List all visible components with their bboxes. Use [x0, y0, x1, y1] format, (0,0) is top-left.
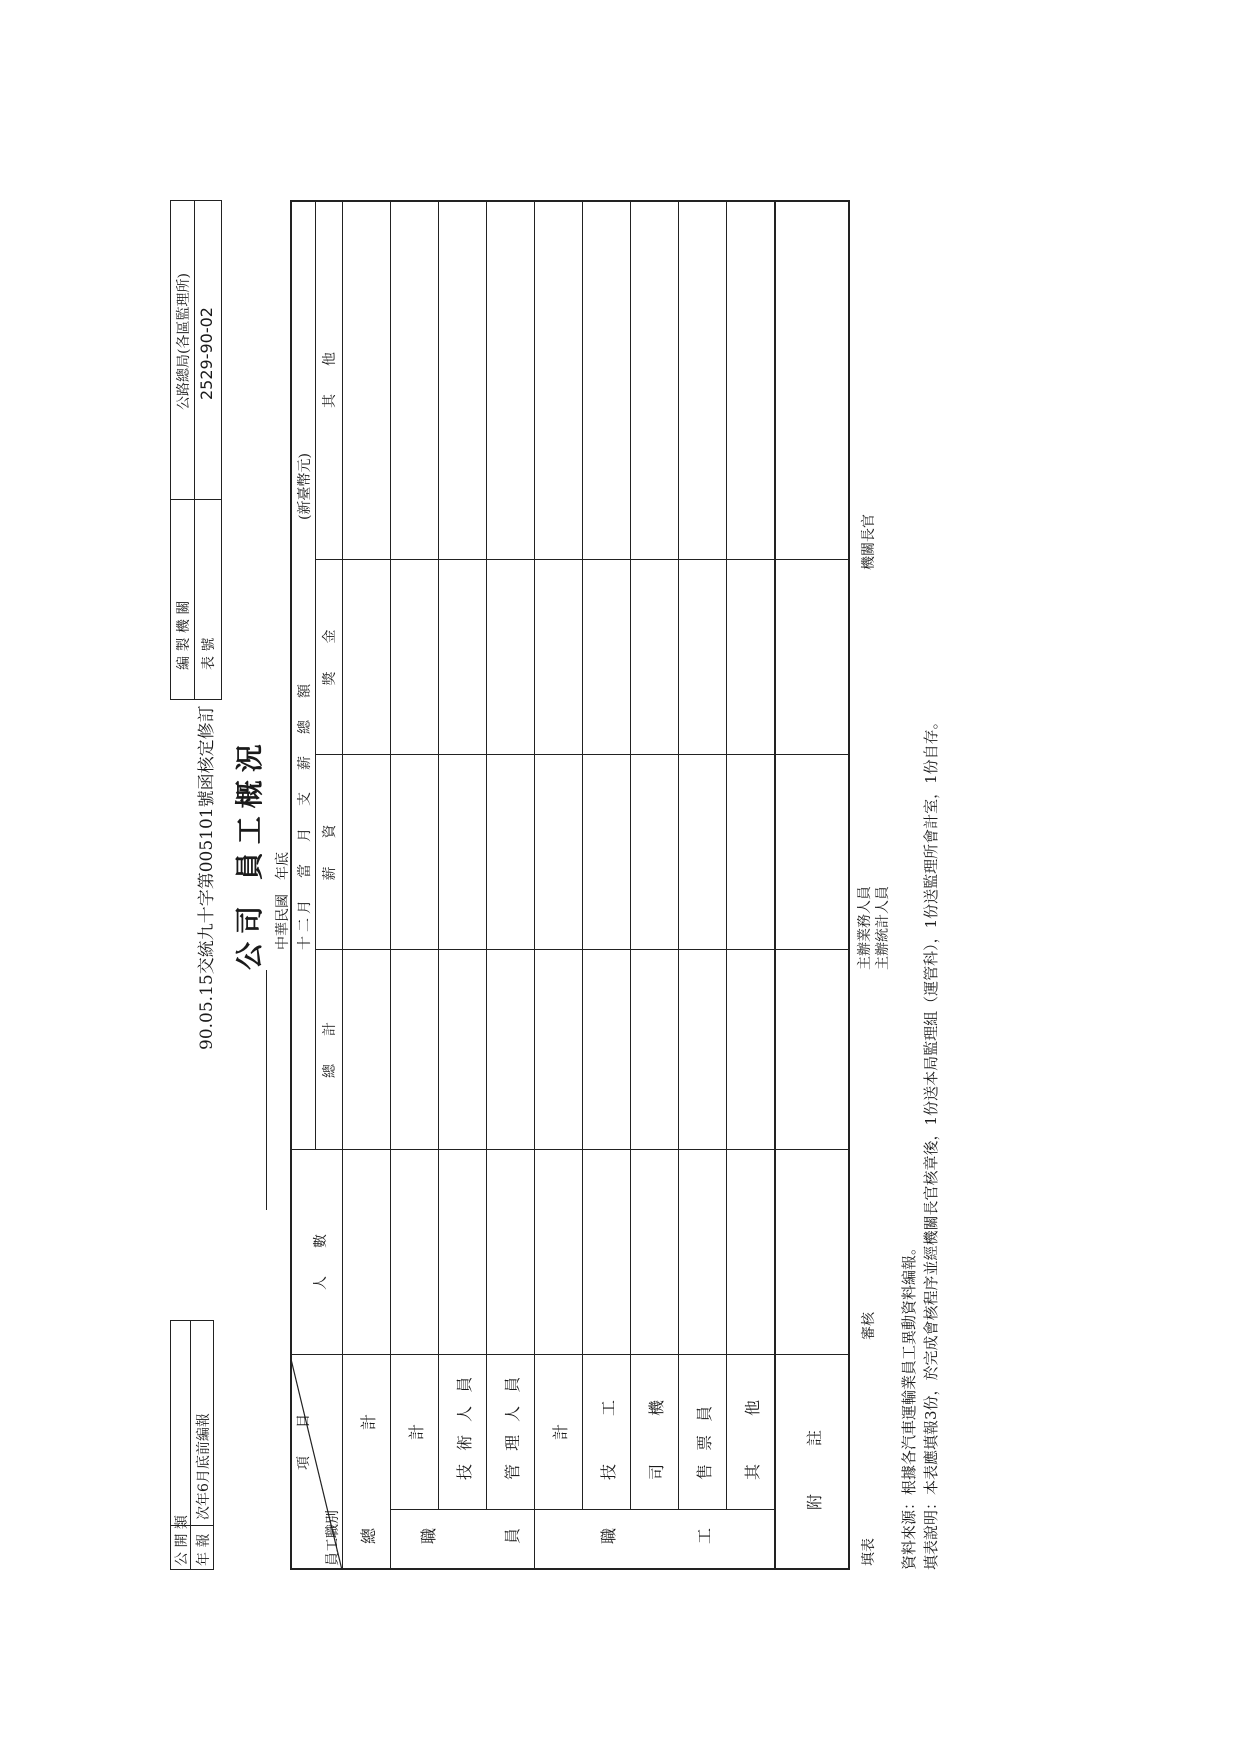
- corner-category: 員工職別: [325, 1510, 341, 1566]
- filler-label: 填表: [861, 1538, 877, 1566]
- source-note: 資料來源：根據各汽車運輸業員工異動資料編報。: [900, 1239, 918, 1570]
- headcount-header: 人 數: [313, 1234, 329, 1290]
- agency-label: 編 製 機 關: [176, 600, 192, 670]
- row-tech-staff: 技 術 人 員: [455, 1372, 474, 1480]
- deadline: 次年6月底前編報: [196, 1413, 212, 1520]
- instructions-note: 填表說明：本表應填報3份，於完成會核程序並經機關長官核章後，1份送本局監理組（運管科），1份送監理所會計室，1份自存。: [922, 714, 940, 1570]
- salary-group-header: 十二月 當 月 支 薪 總 額: [297, 680, 313, 950]
- form-no-label: 表 號: [201, 637, 217, 670]
- row-staff-total: 計: [407, 1423, 426, 1440]
- remarks-label: 附 註: [805, 1429, 824, 1510]
- salary-col-other: 其 他: [321, 352, 338, 408]
- year-label: 年 報: [196, 1533, 212, 1566]
- staff-table: [290, 200, 850, 1570]
- form-sheet: [170, 200, 950, 1570]
- salary-col-total: 總 計: [321, 1022, 338, 1078]
- row-driver: 司 機: [647, 1399, 666, 1480]
- form-no-value: 2529-90-02: [197, 307, 216, 400]
- row-staff-group: 職: [419, 1527, 438, 1544]
- period: 中華民國 年底: [275, 852, 291, 950]
- head-label: 機關長官: [861, 514, 877, 570]
- row-worker-total: 計: [551, 1423, 570, 1440]
- business-staff-label: 主辦業務人員: [857, 886, 873, 970]
- row-total-group: 總: [359, 1527, 378, 1544]
- reviewer-label: 審核: [861, 1312, 877, 1340]
- row-mgmt-staff: 管 理 人 員: [503, 1372, 522, 1480]
- row-total-item: 計: [359, 1413, 378, 1430]
- row-worker-group: 工: [695, 1527, 714, 1544]
- form-title: 公司 員工概況: [233, 736, 266, 970]
- corner-item: 項 目: [296, 1414, 312, 1470]
- row-worker-group-mid: 職: [599, 1527, 618, 1544]
- public-category-label: 公 開 類: [174, 1515, 190, 1566]
- row-other: 其 他: [743, 1399, 762, 1480]
- revision-note: 90.05.15交統九十字第005101號函核定修訂: [197, 705, 217, 1050]
- statistics-staff-label: 主辦統計人員: [875, 886, 891, 970]
- salary-col-wage: 薪 資: [321, 824, 338, 881]
- row-technician: 技 工: [599, 1399, 618, 1480]
- salary-col-bonus: 獎 金: [321, 629, 338, 686]
- agency-value: 公路總局(各區監理所): [176, 273, 192, 410]
- unit-label: (新臺幣元): [297, 453, 313, 520]
- row-ticket-seller: 售 票 員: [695, 1401, 714, 1480]
- row-staff-group-2: 員: [503, 1527, 522, 1544]
